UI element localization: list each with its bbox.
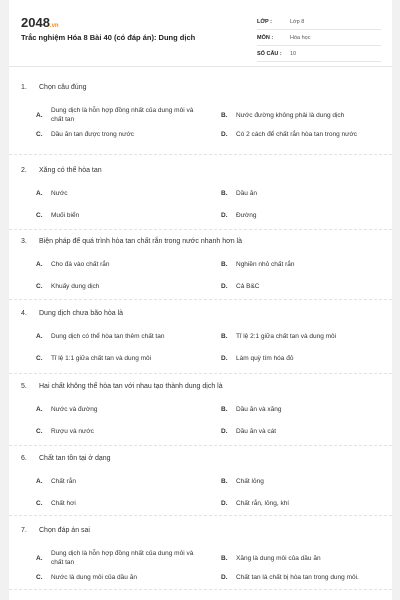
option-letter: D. [221,211,228,219]
option-letter: C. [36,211,43,219]
option-a[interactable] [21,331,193,341]
divider [9,515,392,516]
option-text: Cho đá vào chất rắn [51,260,110,268]
option-text: Chất hơi [51,499,76,507]
option-letter: A. [36,260,43,268]
option-text: Đường [236,211,257,219]
option-b[interactable] [221,105,392,125]
meta-row-count [257,46,381,62]
site-logo[interactable] [21,15,59,30]
option-c[interactable] [21,281,193,291]
meta-key: LỚP : [257,18,272,25]
question-text: Chọn câu đúng [39,83,87,91]
option-letter: C. [36,573,43,581]
question-text: Chọn đáp án sai [39,526,90,534]
option-letter: A. [36,477,43,485]
option-text: Dầu ăn và cát [236,427,277,435]
divider [9,589,392,590]
option-letter: B. [221,111,228,119]
meta-key: MÔN : [257,34,274,41]
option-d[interactable] [221,426,392,436]
question-number: 1. [21,83,27,91]
header [9,0,392,67]
divider [9,445,392,446]
option-text: Chất rắn [51,477,76,485]
option-c[interactable] [21,353,193,363]
option-letter: A. [36,405,43,413]
option-letter: A. [36,111,43,119]
option-c[interactable] [21,572,193,582]
question-text: Xăng có thể hòa tan [39,166,102,174]
option-letter: D. [221,354,228,362]
option-letter: C. [36,282,43,290]
option-text: Tỉ lệ 1:1 giữa chất tan và dung môi [51,354,152,362]
option-a[interactable] [21,404,193,414]
meta-value: Hóa học [290,34,311,41]
option-b[interactable] [221,331,392,341]
logo-text: 2048 [21,15,50,30]
option-b[interactable] [221,476,392,486]
question-number: 2. [21,166,27,174]
option-b[interactable] [221,188,392,198]
option-letter: D. [221,573,228,581]
option-letter: A. [36,189,43,197]
question-number: 5. [21,382,27,390]
option-text: Chất rắn, lỏng, khí [236,499,290,507]
option-b[interactable] [221,548,392,568]
option-letter: C. [36,130,43,138]
question-item [21,307,383,362]
option-letter: D. [221,499,228,507]
question-text: Biện pháp để quá trình hòa tan chất rắn trong nước nhanh hơn là [39,237,243,245]
option-letter: D. [221,282,228,290]
option-c[interactable] [21,129,193,139]
divider [9,299,392,300]
question-number: 7. [21,526,27,534]
option-a[interactable] [21,476,193,486]
meta-key: SỐ CÂU : [257,50,282,57]
option-a[interactable] [21,548,203,568]
option-a[interactable] [21,105,203,125]
option-letter: D. [221,427,228,435]
question-number: 3. [21,237,27,245]
option-letter: B. [221,405,228,413]
question-item [21,524,383,581]
option-text: Dầu ăn và xăng [236,405,282,413]
option-d[interactable] [221,129,392,139]
option-letter: B. [221,189,228,197]
option-a[interactable] [21,188,193,198]
option-letter: D. [221,130,228,138]
option-d[interactable] [221,498,392,508]
question-text: Hai chất không thể hòa tan với nhau tạo thành dung dịch là [39,382,223,390]
option-letter: C. [36,427,43,435]
meta-value: 10 [290,50,297,57]
option-text: Dầu ăn [236,189,257,197]
question-number: 6. [21,454,27,462]
option-text: Tỉ lệ 2:1 giữa chất tan và dung môi [236,332,337,340]
divider [9,154,392,155]
option-text: Làm quỳ tím hóa đỏ [236,354,294,362]
option-d[interactable] [221,353,392,363]
option-text: Rượu và nước [51,427,94,435]
option-letter: B. [221,260,228,268]
meta-row-subject [257,30,381,46]
question-item [21,452,383,507]
worksheet [9,0,392,600]
logo-suffix: .vn [49,23,59,29]
page-title: Trắc nghiệm Hóa 8 Bài 40 (có đáp án): Dung dịch [21,33,196,42]
question-number: 4. [21,309,27,317]
meta-value: Lớp 8 [290,18,305,25]
option-c[interactable] [21,210,193,220]
option-d[interactable] [221,572,392,582]
question-item [21,81,383,138]
option-text: Khuấy dung dịch [51,282,100,290]
option-text: Dung dịch là hỗn hợp đồng nhất của dung môi và chất tan [51,107,194,123]
question-item [21,380,383,435]
meta-row-class [257,14,381,30]
question-text: Dung dịch chưa bão hòa là [39,309,124,317]
option-letter: A. [36,332,43,340]
question-item [21,164,383,219]
option-text: Dung dịch là hỗn hợp đồng nhất của dung môi và chất tan [51,550,194,566]
option-letter: B. [221,477,228,485]
option-text: Cả B&C [236,282,260,290]
option-c[interactable] [21,498,193,508]
option-letter: B. [221,554,228,562]
option-text: Chất lỏng [236,477,264,485]
divider [9,229,392,230]
meta-table [257,14,381,62]
option-text: Nước và đường [51,405,98,413]
question-text: Chất tan tồn tại ở dạng [39,454,111,462]
option-text: Dung dịch có thể hòa tan thêm chất tan [51,332,165,340]
option-text: Nghiền nhỏ chất rắn [236,260,295,268]
option-text: Nước [51,189,68,197]
option-text: Muối biển [51,211,80,219]
option-b[interactable] [221,259,392,269]
option-letter: C. [36,499,43,507]
option-c[interactable] [21,426,193,436]
option-a[interactable] [21,259,193,269]
option-letter: A. [36,554,43,562]
option-letter: B. [221,332,228,340]
option-text: Xăng là dung môi của dầu ăn [236,554,321,562]
question-item [21,235,383,290]
option-text: Nước đường không phải là dung dịch [236,111,345,119]
option-d[interactable] [221,210,392,220]
divider [9,373,392,374]
option-text: Chất tan là chất bị hòa tan trong dung môi. [236,573,359,581]
option-b[interactable] [221,404,392,414]
option-letter: C. [36,354,43,362]
option-text: Nước là dung môi của dầu ăn [51,573,137,581]
option-text: Có 2 cách để chất rắn hòa tan trong nước [236,130,357,138]
option-text: Dầu ăn tan được trong nước [51,130,134,138]
option-d[interactable] [221,281,392,291]
